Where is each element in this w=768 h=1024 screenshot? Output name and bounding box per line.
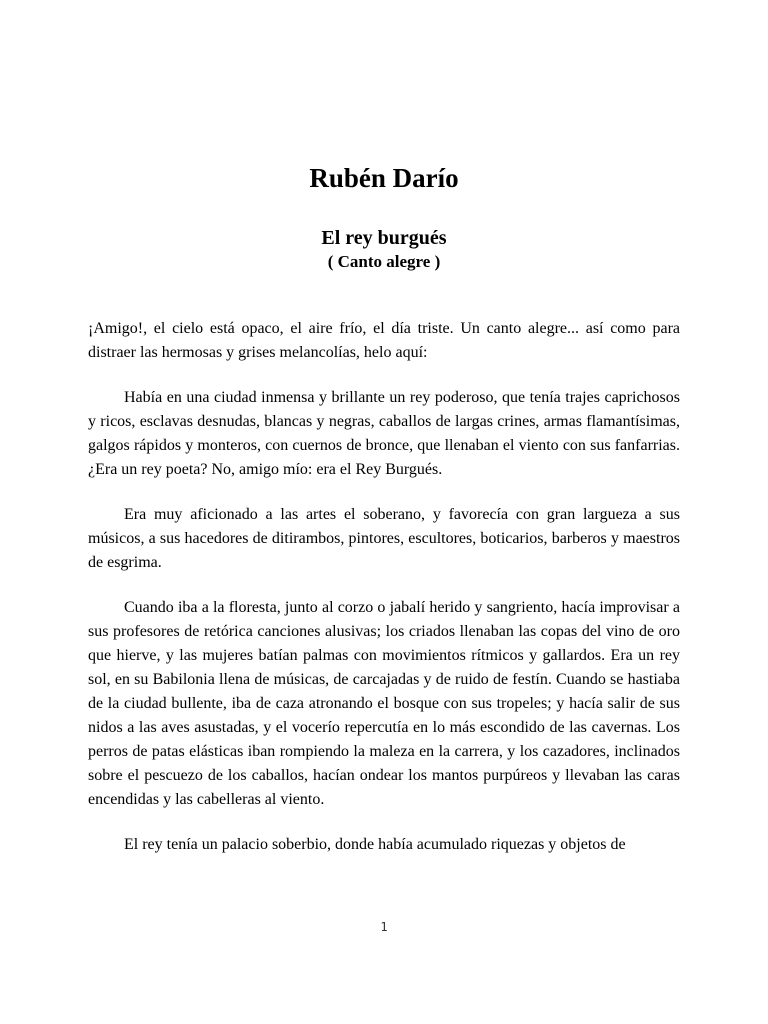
- story-title: El rey burgués: [321, 227, 447, 249]
- story-subtitle: ( Canto alegre ): [327, 252, 441, 271]
- paragraph: El rey tenía un palacio soberbio, donde había acumulado riquezas y objetos de: [124, 836, 626, 853]
- paragraph: Era muy aficionado a las artes el soberano, y favorecía con gran largueza a sus músicos, a sus hacedores de ditirambos, pintores, escultores, boticarios, barberos y maestros de esgrima.: [88, 506, 680, 571]
- author-heading: Rubén Darío: [309, 163, 459, 193]
- story-body: [88, 317, 680, 878]
- paragraph: ¡Amigo!, el cielo está opaco, el aire frío, el día triste. Un canto alegre... así como para distraer las hermosas y grises melancolías, helo aquí:: [88, 320, 680, 361]
- paragraph: Cuando iba a la floresta, junto al corzo o jabalí herido y sangriento, hacía improvisar a sus profesores de retórica canciones alusivas; los criados llenaban las copas del vino de oro que hierve, y las mujeres batían palmas con movimientos rítmicos y gallardos. Era un rey sol, en su Babilonia llena de músicas, de carcajadas y de ruido de festín. Cuando se hastiaba de la ciudad bullente, iba de caza atronando el bosque con sus tropeles; y hacía salir de sus nidos a las aves asustadas, y el vocerío repercutía en lo más escondido de las cavernas. Los perros de patas elásticas iban rompiendo la maleza en la carrera, y los cazadores, inclinados sobre el pescuezo de los caballos, hacían ondear los mantos purpúreos y llevaban las caras encendidas y las cabelleras al viento.: [88, 599, 680, 808]
- paragraph: Había en una ciudad inmensa y brillante un rey poderoso, que tenía trajes caprichosos y ricos, esclavas desnudas, blancas y negras, caballos de largas crines, armas flamantísimas, galgos rápidos y monteros, con cuernos de bronce, que llenaban el viento con sus fanfarrias. ¿Era un rey poeta? No, amigo mío: era el Rey Burgués.: [88, 389, 680, 478]
- page-number: 1: [380, 920, 388, 934]
